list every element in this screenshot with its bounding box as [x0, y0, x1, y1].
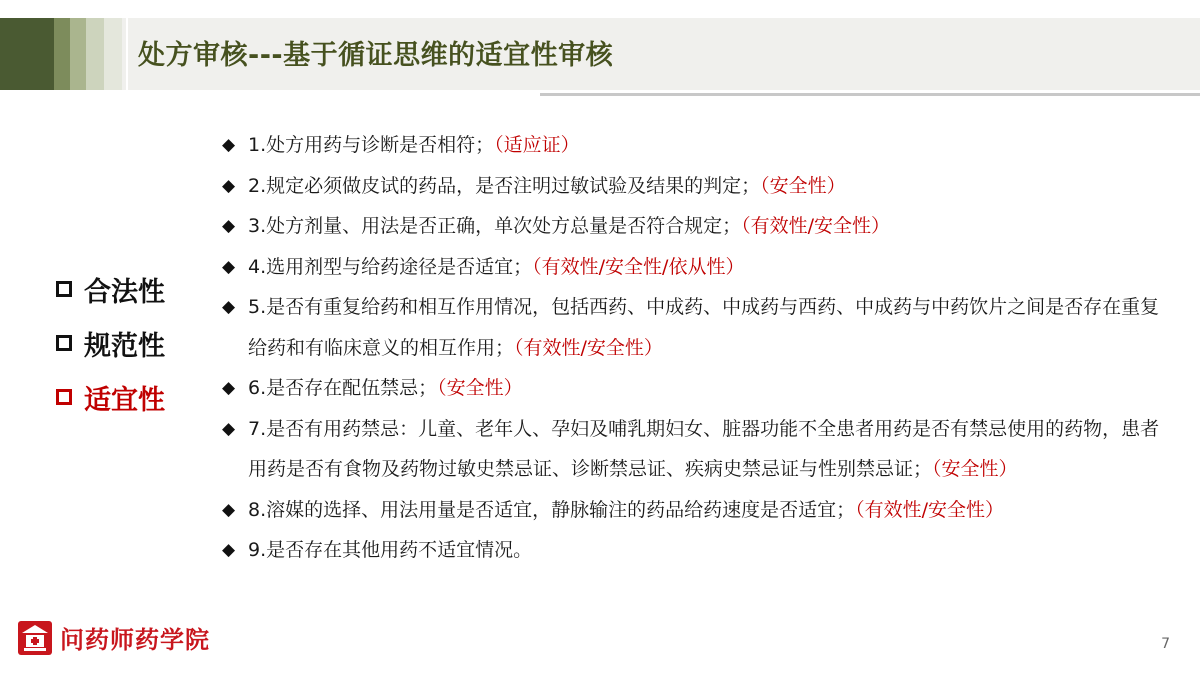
- item-tag: （安全性）: [437, 377, 523, 399]
- header-underline: [540, 93, 1200, 96]
- list-item: [222, 490, 1162, 531]
- diamond-bullet-icon: ◆: [222, 135, 236, 155]
- category-sidebar: [56, 262, 165, 424]
- header-stripe: [70, 18, 86, 90]
- list-item: [222, 287, 1162, 368]
- item-text: 9.是否存在其他用药不适宜情况。: [248, 539, 533, 561]
- item-text: 8.溶媒的选择、用法用量是否适宜，静脉输注的药品给药速度是否适宜；: [248, 498, 856, 521]
- item-text: 7.是否有用药禁忌：儿童、老年人、孕妇及哺乳期妇女、脏器功能不全患者用药是否有禁忌使用的药物，患者用药是否有食物及药物过敏史禁忌证、诊断禁忌证、疾病史禁忌证与性别禁忌证；: [248, 417, 1160, 480]
- item-tag: （适应证）: [494, 134, 580, 156]
- item-tag: （安全性）: [760, 174, 846, 197]
- brand-logo: [18, 620, 210, 655]
- diamond-bullet-icon: ◆: [222, 418, 236, 439]
- category-appropriateness: [56, 370, 165, 424]
- list-item: [222, 409, 1162, 490]
- checkbox-icon: [56, 281, 72, 297]
- item-text: 4.选用剂型与给药途径是否适宜；: [248, 255, 533, 278]
- header-stripe: [104, 18, 122, 90]
- list-item: [222, 206, 1162, 247]
- diamond-bullet-icon: ◆: [222, 175, 236, 196]
- item-tag: （有效性/安全性/依从性）: [532, 255, 745, 278]
- page-number: 7: [1161, 636, 1170, 652]
- checkbox-icon: [56, 389, 72, 405]
- item-tag: （有效性/安全性）: [514, 336, 663, 359]
- header-divider: [126, 18, 128, 90]
- item-text: 1.处方用药与诊断是否相符；: [248, 134, 495, 156]
- page-title: 处方审核---基于循证思维的适宜性审核: [138, 40, 614, 71]
- item-tag: （有效性/安全性）: [741, 215, 891, 237]
- category-label: 合法性: [84, 276, 165, 308]
- list-item: [222, 368, 1162, 409]
- item-tag: （有效性/安全性）: [855, 498, 1005, 521]
- list-item: [222, 166, 1162, 207]
- category-label: 适宜性: [84, 384, 165, 416]
- category-label: 规范性: [84, 330, 165, 362]
- list-item: [222, 530, 1162, 571]
- diamond-bullet-icon: ◆: [222, 540, 236, 560]
- item-text: 2.规定必须做皮试的药品，是否注明过敏试验及结果的判定；: [248, 174, 761, 197]
- header-stripe: [0, 18, 54, 90]
- list-item: [222, 125, 1162, 166]
- pharmacy-academy-logo-icon: [18, 621, 52, 655]
- item-text: 6.是否存在配伍禁忌；: [248, 377, 438, 399]
- diamond-bullet-icon: ◆: [222, 216, 236, 236]
- diamond-bullet-icon: ◆: [222, 378, 236, 398]
- item-tag: （安全性）: [932, 458, 1018, 480]
- checkbox-icon: [56, 335, 72, 351]
- category-legality: [56, 262, 165, 316]
- item-text: 3.处方剂量、用法是否正确，单次处方总量是否符合规定；: [248, 215, 742, 237]
- header-stripe: [54, 18, 70, 90]
- list-item: [222, 247, 1162, 288]
- diamond-bullet-icon: ◆: [222, 297, 236, 317]
- diamond-bullet-icon: ◆: [222, 256, 236, 277]
- review-checklist: [222, 125, 1162, 571]
- item-text: 5.是否有重复给药和相互作用情况，包括西药、中成药、中成药与西药、中成药与中药饮片之间是否存在重复给药和有临床意义的相互作用；: [248, 296, 1160, 359]
- diamond-bullet-icon: ◆: [222, 499, 236, 520]
- brand-name: 问药师药学院: [60, 626, 210, 654]
- header-stripe: [86, 18, 104, 90]
- category-standardization: [56, 316, 165, 370]
